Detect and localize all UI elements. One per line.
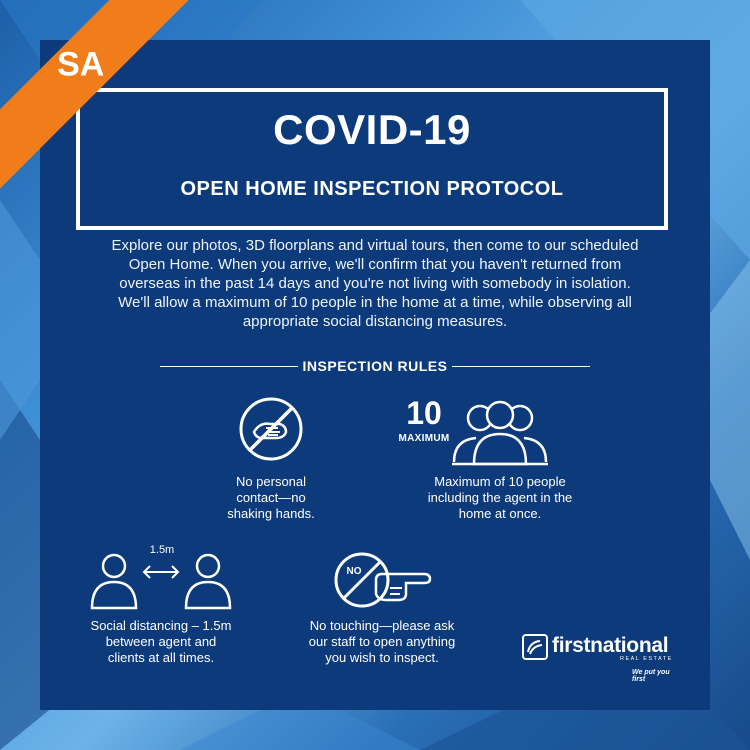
state-badge-text: SA — [57, 45, 105, 84]
rules-heading-text: INSPECTION RULES — [302, 358, 448, 374]
brand-tagline: We put you first — [632, 669, 670, 683]
caption-line: No touching—please ask — [309, 618, 455, 633]
caption-line: our staff to open anything — [308, 634, 456, 649]
brand-logo — [522, 634, 682, 682]
rule-caption-touching — [292, 618, 472, 666]
rule-caption-distancing — [76, 618, 246, 666]
intro-line: appropriate social distancing measures. — [242, 313, 508, 330]
page-title: COVID-19 — [273, 106, 471, 153]
intro-line: overseas in the past 14 days and you're not living with somebody in isolation. — [119, 275, 631, 292]
no-sign-text: NO — [346, 566, 362, 577]
caption-line: home at once. — [458, 506, 542, 521]
no-touch-icon — [332, 550, 458, 610]
caption-line: including the agent in the — [427, 490, 573, 505]
rule-caption-maximum — [410, 474, 590, 522]
caption-line: No personal — [235, 474, 307, 489]
group-icon — [448, 400, 552, 468]
brand-name: firstnational — [552, 634, 669, 657]
title-box — [76, 88, 668, 230]
caption-line: between agent and — [105, 634, 217, 649]
intro-paragraph — [68, 236, 682, 331]
notice-panel — [40, 40, 710, 710]
no-handshake-icon — [236, 394, 306, 464]
brand-subtitle: REAL ESTATE — [620, 656, 673, 662]
intro-line: Explore our photos, 3D floorplans and virtual tours, then come to our scheduled — [111, 237, 639, 254]
divider — [452, 366, 590, 367]
caption-line: you wish to inspect. — [325, 650, 439, 665]
intro-line: Open Home. When you arrive, we'll confirm that you haven't returned from — [128, 256, 622, 273]
rule-caption-contact — [196, 474, 346, 522]
caption-line: Social distancing – 1.5m — [90, 618, 232, 633]
caption-line: shaking hands. — [227, 506, 315, 521]
max-count-label: MAXIMUM — [398, 433, 450, 444]
page-subtitle: OPEN HOME INSPECTION PROTOCOL — [180, 178, 564, 200]
intro-line: We'll allow a maximum of 10 people in the home at a time, while observing all — [118, 294, 632, 311]
caption-line: Maximum of 10 people — [434, 474, 566, 489]
distance-label: 1.5m — [149, 544, 175, 556]
max-count: 10 — [406, 395, 442, 431]
distance-icon — [86, 552, 236, 610]
first-national-logo-icon — [522, 634, 548, 660]
rules-heading — [160, 358, 590, 374]
caption-line: contact—no — [236, 490, 306, 505]
caption-line: clients at all times. — [107, 650, 215, 665]
